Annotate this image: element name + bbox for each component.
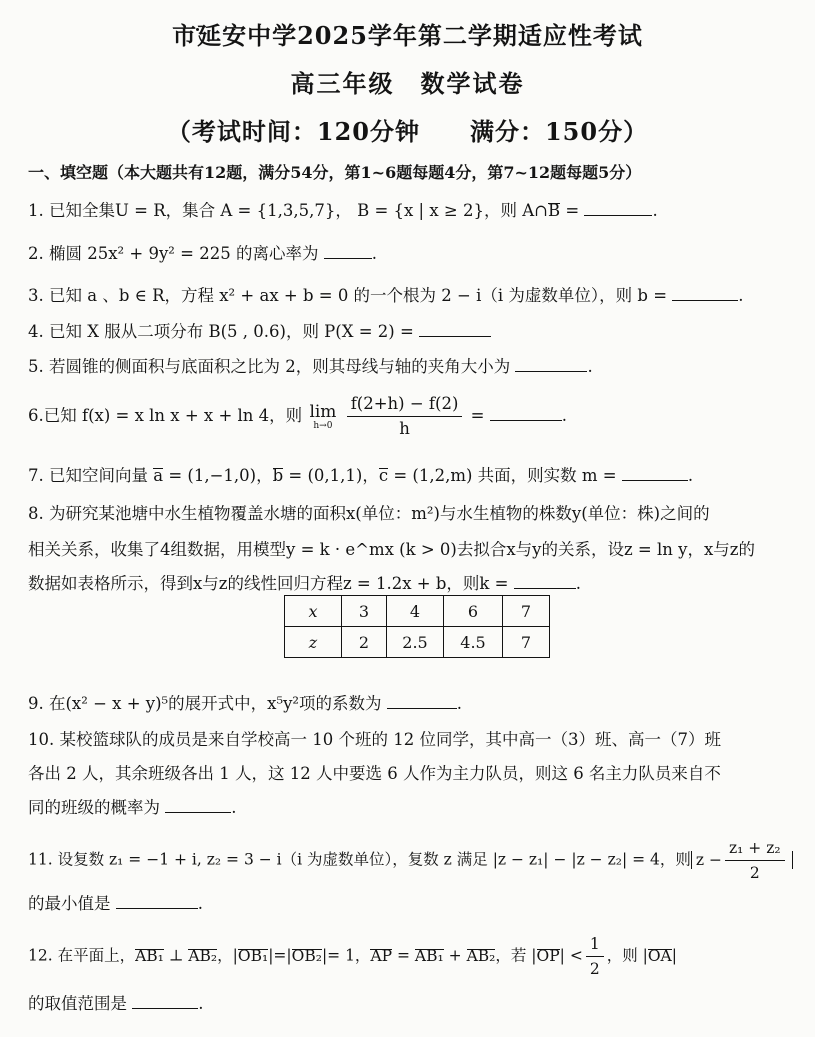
question-1-eq: = [560, 201, 580, 220]
question-11-line-2: 的最小值是 . [28, 894, 203, 913]
vector-ap: AP [370, 946, 393, 965]
table-cell: 7 [503, 627, 550, 658]
question-4 [28, 318, 791, 342]
section-heading: 一、填空题（本大题共有12题，满分54分，第1~6题每题4分，第7~12题每题5分） [28, 163, 642, 182]
answer-blank[interactable] [672, 299, 738, 301]
data-table [284, 595, 550, 658]
answer-blank[interactable] [419, 335, 491, 337]
table-cell: 6 [444, 596, 503, 627]
table-cell: 7 [503, 596, 550, 627]
answer-blank[interactable] [490, 419, 562, 421]
question-2: 2. 椭圆 25x² + 9y² = 225 的离心率为 . [28, 244, 377, 263]
vector-ab2: AB₂ [466, 946, 496, 965]
question-7: 7. 已知空间向量 a = (1,−1,0)，b = (0,1,1)，c = (1,2,m) 共面，则实数 m = . [28, 466, 694, 485]
table-cell: 2 [342, 627, 387, 658]
question-1: 1. 已知全集U = R，集合 A = {1,3,5,7}， B = {x | x ≥ 2}，则 A∩B = . [28, 201, 658, 220]
vector-op: OP [536, 946, 560, 965]
vector-a: a [153, 466, 164, 485]
question-9: 9. 在(x² − x + y)⁵的展开式中，x⁵y²项的系数为 . [28, 694, 463, 713]
table-cell: z [285, 627, 342, 658]
question-5-text: 5. 若圆锥的侧面积与底面积之比为 2，则其母线与轴的夹角大小为 [28, 357, 511, 376]
vector-ob1: OB₁ [237, 946, 269, 965]
exam-title: 市延安中学2025学年第二学期适应性考试 [172, 21, 643, 50]
answer-blank[interactable] [324, 257, 372, 259]
vector-c: c [378, 466, 389, 485]
vector-oa: OA [647, 946, 672, 965]
question-12: 12. 在平面上，AB₁ ⊥ AB₂，|OB₁|=|OB₂|= 1，AP = AB₁ + AB₂，若 |OP| < $\frac{1}{2}$ ，则 |OA| [28, 932, 791, 981]
table-cell: x [285, 596, 342, 627]
question-6-text: 6.已知 f(x) = x ln x + x + ln 4，则 [28, 406, 303, 425]
answer-blank[interactable] [622, 479, 688, 481]
limit-symbol: lim h→0 [309, 401, 337, 431]
difference-quotient: $\frac{f(2+h) - f(2)}{h}$ [347, 392, 463, 441]
table-cell: 2.5 [387, 627, 444, 658]
question-8-line-1: 8. 为研究某池塘中水生植物覆盖水塘的面积x(单位：m²)与水生植物的株数y(单位：株)之间的 [28, 504, 710, 523]
question-8-line-2: 相关关系，收集了4组数据，用模型y = k · e^mx (k > 0)去拟合x与y的关系，设z = ln y，x与z的 [28, 540, 755, 559]
question-6: 6.已知 f(x) = x ln x + x + ln 4，则 lim h→0 $\frac{f(2+h) - f(2)}{h}$ = . [28, 392, 791, 441]
midpoint-fraction: $\frac{\text{z₁ + z₂}}{2}$ [725, 836, 785, 885]
table-cell: 4.5 [444, 627, 503, 658]
table-row [285, 596, 550, 627]
vector-ab1: AB₁ [135, 946, 164, 965]
table-cell: 4 [387, 596, 444, 627]
question-1-text: 1. 已知全集U = R，集合 A = {1,3,5,7}， B = {x | x ≥ 2}，则 A∩ [28, 201, 548, 220]
answer-blank[interactable] [584, 214, 652, 216]
question-10-line-2: 各出 2 人，其余班级各出 1 人，这 12 人中要选 6 人作为主力队员，则这 6 名主力队员来自不 [28, 764, 721, 783]
exam-subtitle: 高三年级 数学试卷 [290, 69, 525, 98]
question-8-line-3: 数据如表格所示，得到x与z的线性回归方程z = 1.2x + b，则k = . [28, 574, 581, 593]
vector-ab2: AB₂ [188, 946, 218, 965]
question-2-text: 2. 椭圆 25x² + 9y² = 225 的离心率为 [28, 244, 319, 263]
vector-ob2: OB₂ [291, 946, 322, 965]
table-row [285, 627, 550, 658]
question-10-line-1: 10. 某校篮球队的成员是来自学校高一 10 个班的 12 位同学，其中高一（3）班、高一（7）班 [28, 730, 721, 749]
question-4-text: 4. 已知 X 服从二项分布 B(5 , 0.6)，则 P(X = 2) = [28, 322, 414, 341]
answer-blank[interactable] [515, 370, 587, 372]
answer-blank[interactable] [116, 907, 198, 909]
vector-ab1: AB₁ [414, 946, 444, 965]
answer-blank[interactable] [165, 811, 231, 813]
absolute-value-expression: z − $\frac{\text{z₁ + z₂}}{2}$ [691, 851, 793, 869]
question-11: 11. 设复数 z₁ = −1 + i, z₂ = 3 − i（i 为虚数单位），复数 z 满足 |z − z₁| − |z − z₂| = 4，则 z − $\frac{\text{z₁ + z₂}}{2}$ [28, 836, 791, 885]
exam-info: （考试时间：120分钟 满分：150分） [166, 117, 649, 146]
table-cell: 3 [342, 596, 387, 627]
set-b-complement: B [547, 201, 561, 220]
question-12-line-2: 的取值范围是 . [28, 994, 204, 1013]
answer-blank[interactable] [514, 587, 576, 589]
answer-blank[interactable] [132, 1007, 198, 1009]
half-fraction: $\frac{1}{2}$ [586, 932, 604, 981]
answer-blank[interactable] [387, 707, 457, 709]
vector-b: b [272, 466, 284, 485]
question-5: 5. 若圆锥的侧面积与底面积之比为 2，则其母线与轴的夹角大小为 . [28, 357, 593, 376]
question-3-text: 3. 已知 a 、b ∈ R，方程 x² + ax + b = 0 的一个根为 2 − i（i 为虚数单位），则 b = [28, 286, 668, 305]
question-10-line-3: 同的班级的概率为 . [28, 798, 237, 817]
question-3: 3. 已知 a 、b ∈ R，方程 x² + ax + b = 0 的一个根为 2 − i（i 为虚数单位），则 b = . [28, 286, 744, 305]
